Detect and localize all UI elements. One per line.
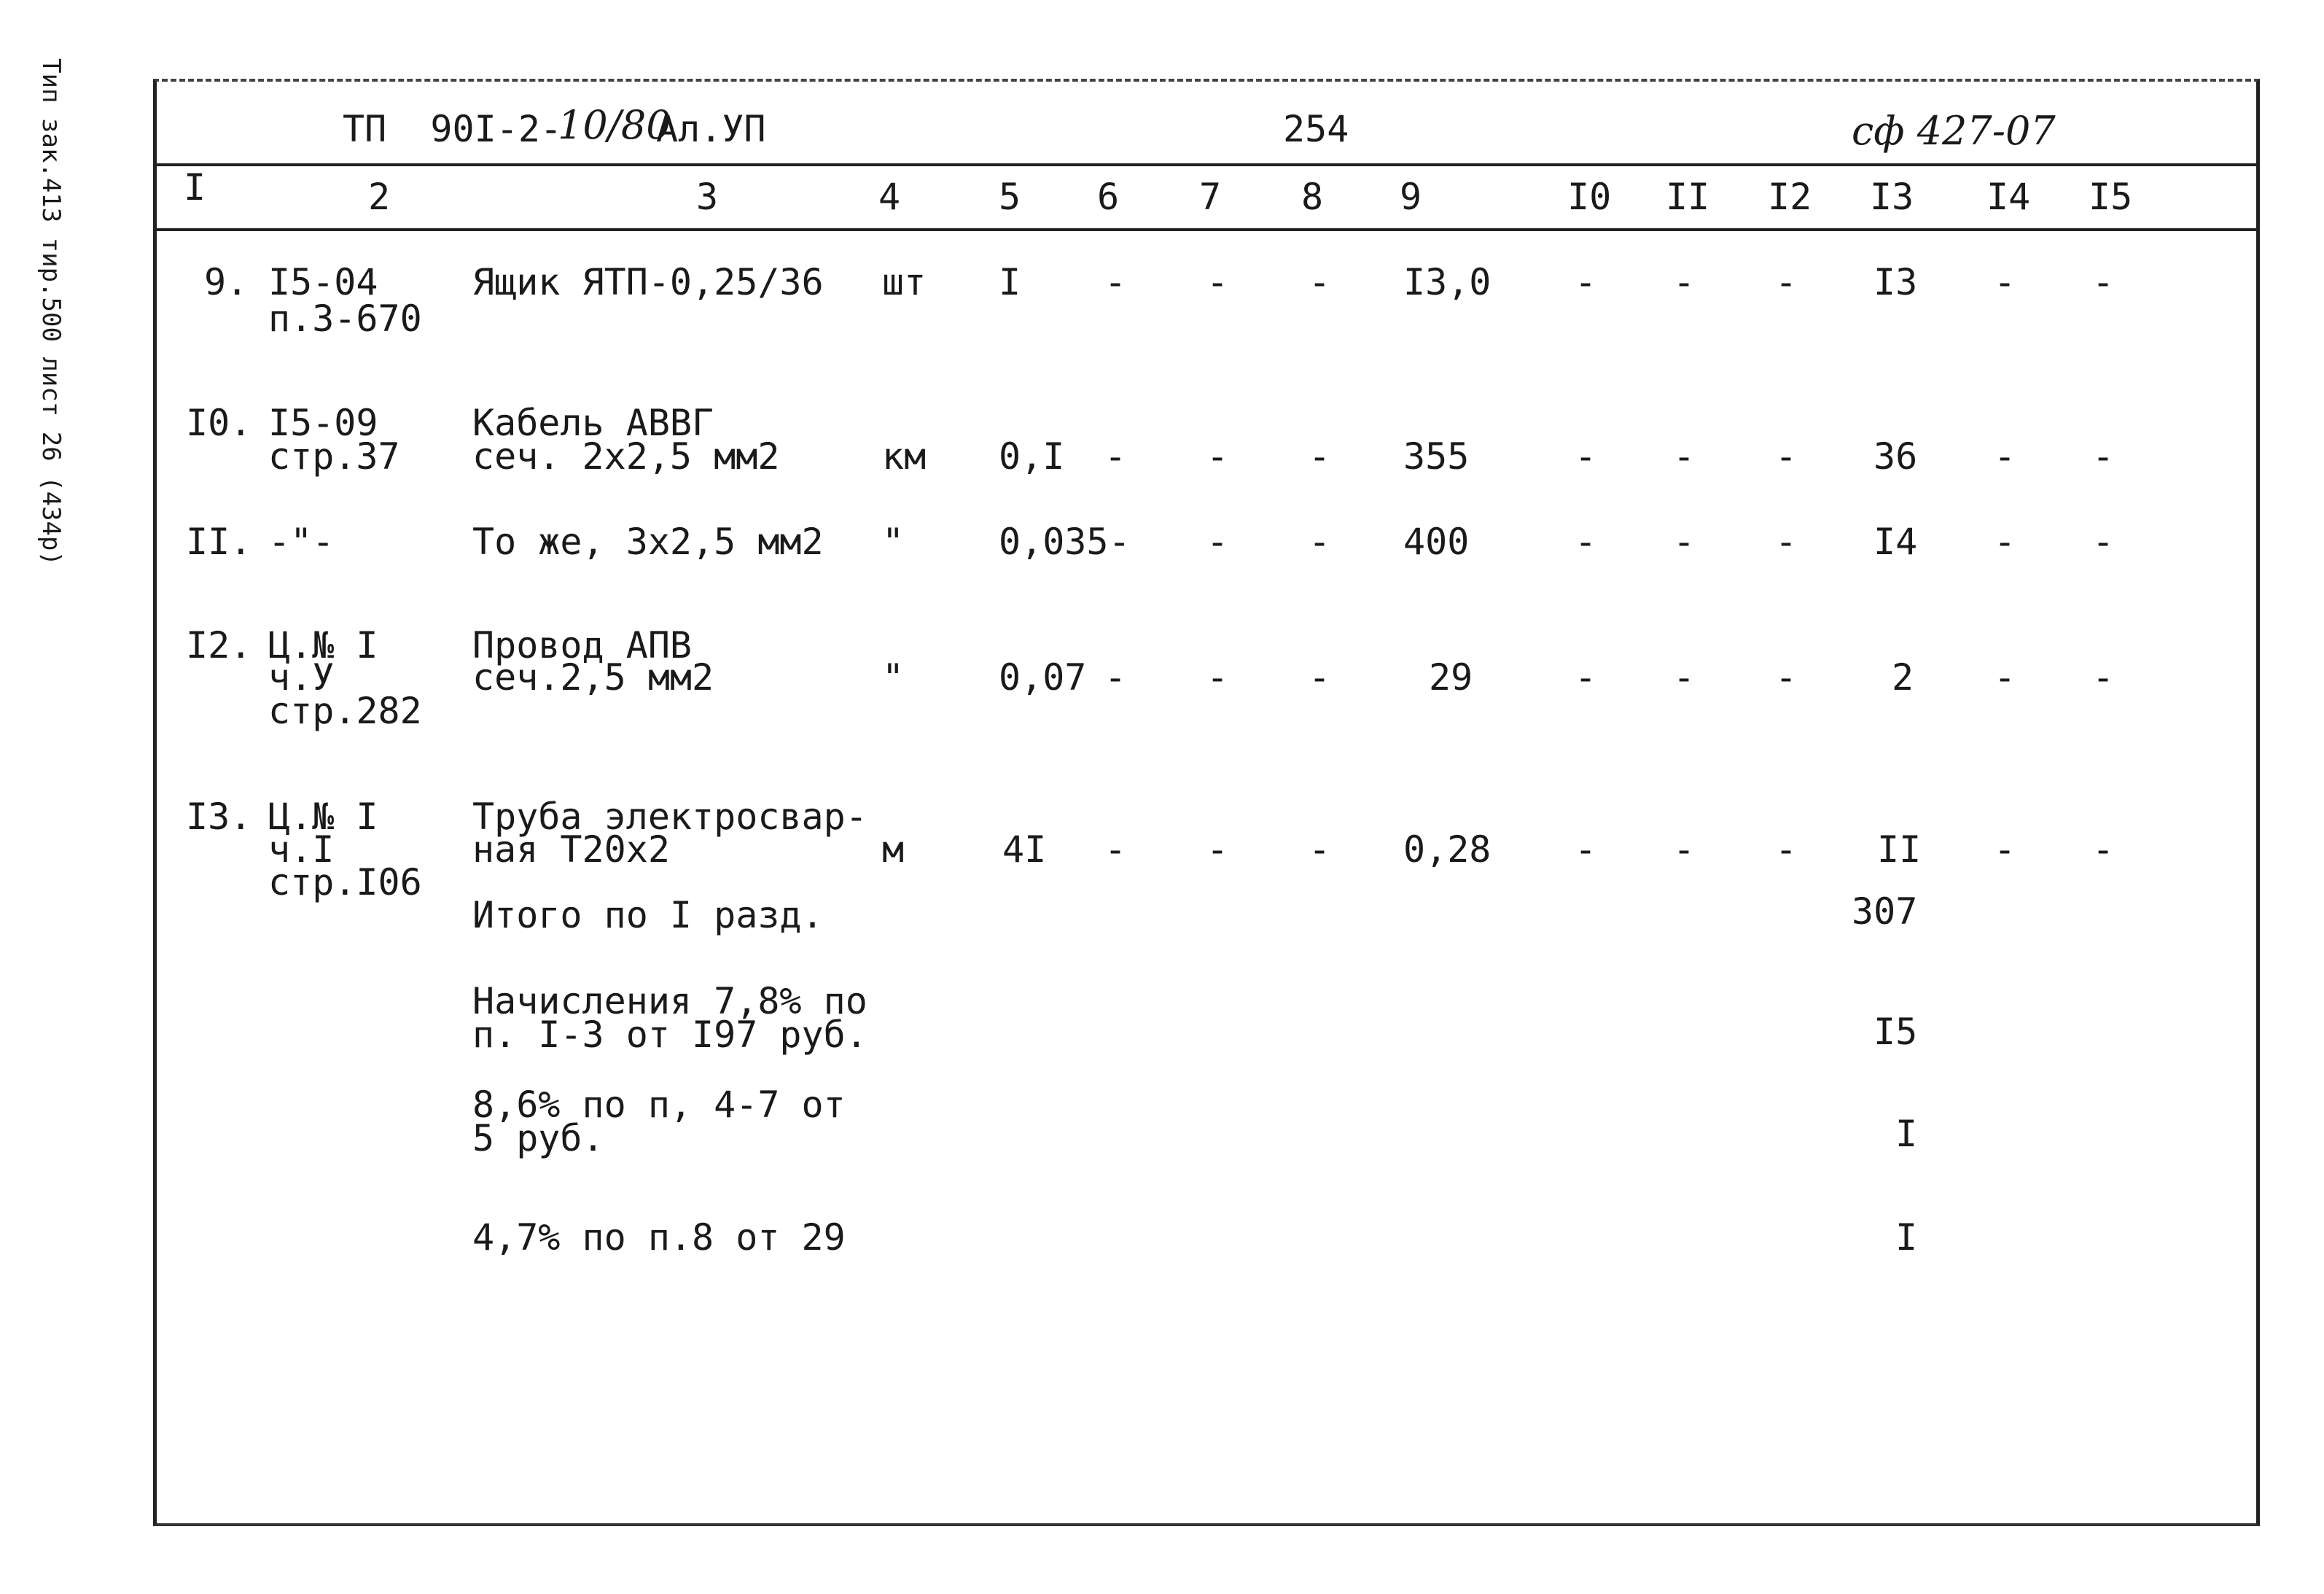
row-col12: - <box>1775 521 1798 563</box>
row-col10: - <box>1575 435 1597 478</box>
row-qty: 0,I <box>999 435 1065 478</box>
row-unit: шт <box>882 261 927 303</box>
summary-label: 8,6% по п, 4-7 от <box>472 1084 846 1126</box>
row-col7: - <box>1206 656 1229 699</box>
row-col14: - <box>1994 521 2016 563</box>
row-qty: 0,035- <box>999 521 1131 563</box>
row-number: I3. <box>186 796 252 838</box>
row-col11: - <box>1673 261 1696 303</box>
row-total: I4 <box>1873 521 1918 563</box>
row-ref: ч.У <box>268 656 335 699</box>
row-name: Провод АПВ <box>472 624 693 666</box>
row-col15: - <box>2092 656 2115 699</box>
row-col8: - <box>1309 656 1331 699</box>
row-name: Труба электросвар- <box>472 796 867 838</box>
row-col11: - <box>1673 521 1696 563</box>
row-qty: 4I <box>1002 828 1047 871</box>
summary-label: 4,7% по п.8 от 29 <box>472 1216 846 1259</box>
summary-value: I <box>1895 1113 1918 1155</box>
row-col11: - <box>1673 656 1696 699</box>
row-price: I3,0 <box>1403 261 1492 303</box>
row-ref: ч.I <box>268 828 335 871</box>
row-number: I0. <box>186 402 252 444</box>
row-col12: - <box>1775 435 1798 478</box>
row-name: сеч. 2х2,5 мм2 <box>472 435 780 478</box>
col-header-6: 6 <box>1097 176 1120 218</box>
row-col14: - <box>1994 435 2016 478</box>
col-header-13: I3 <box>1870 176 1914 218</box>
row-name: Ящик ЯТП-0,25/36 <box>472 261 824 303</box>
row-name: сеч.2,5 мм2 <box>472 656 714 699</box>
row-col14: - <box>1994 656 2016 699</box>
summary-label: Начисления 7,8% по <box>472 980 867 1022</box>
row-col7: - <box>1206 828 1229 871</box>
row-total: 2 <box>1892 656 1914 699</box>
col-header-11: II <box>1666 176 1710 218</box>
margin-note-text: Тип зак.413 тир.500 лист 26 (434р) <box>36 58 66 566</box>
row-col6: - <box>1104 656 1127 699</box>
page-number: 254 <box>1283 108 1349 150</box>
row-name: Кабель АВВГ <box>472 402 714 444</box>
col-header-9: 9 <box>1400 176 1422 218</box>
row-col8: - <box>1309 435 1331 478</box>
row-col7: - <box>1206 435 1229 478</box>
row-name: То же, 3х2,5 мм2 <box>472 521 824 563</box>
row-price: 0,28 <box>1403 828 1492 871</box>
header-divider <box>153 163 2260 166</box>
summary-label: п. I-3 от I97 руб. <box>472 1014 867 1056</box>
row-col8: - <box>1309 828 1331 871</box>
row-col10: - <box>1575 521 1597 563</box>
row-ref: Ц.№ I <box>268 796 378 838</box>
row-col15: - <box>2092 435 2115 478</box>
row-ref: п.3-670 <box>268 298 422 340</box>
row-unit: " <box>882 521 905 563</box>
col-header-10: I0 <box>1567 176 1612 218</box>
row-col7: - <box>1206 521 1229 563</box>
row-number: 9. <box>204 261 249 303</box>
col-header-4: 4 <box>878 176 901 218</box>
col-header-8: 8 <box>1301 176 1324 218</box>
row-name: ная Т20х2 <box>472 828 670 871</box>
row-col10: - <box>1575 261 1597 303</box>
summary-value: I <box>1895 1216 1918 1259</box>
row-col8: - <box>1309 261 1331 303</box>
summary-value: I5 <box>1873 1011 1918 1053</box>
row-total: II <box>1877 828 1922 871</box>
doc-code-suffix: Ал.УП <box>656 108 766 150</box>
col-header-12: I2 <box>1768 176 1812 218</box>
row-ref: стр.282 <box>268 690 422 732</box>
row-unit: " <box>882 656 905 699</box>
row-ref: I5-04 <box>268 261 378 303</box>
row-col8: - <box>1309 521 1331 563</box>
row-col11: - <box>1673 435 1696 478</box>
row-col14: - <box>1994 261 2016 303</box>
row-qty: 0,07 <box>999 656 1087 699</box>
row-price: 29 <box>1429 656 1473 699</box>
row-ref: стр.I06 <box>268 861 422 903</box>
row-col6: - <box>1104 828 1127 871</box>
summary-label: 5 руб. <box>472 1117 604 1159</box>
album-number: сф 427-07 <box>1852 108 2056 154</box>
row-col15: - <box>2092 521 2115 563</box>
row-col12: - <box>1775 828 1798 871</box>
row-col12: - <box>1775 261 1798 303</box>
col-header-14: I4 <box>1986 176 2031 218</box>
column-header-divider <box>153 228 2260 231</box>
doc-code: ТП 90I-2- <box>343 108 563 150</box>
row-number: I2. <box>186 624 252 666</box>
row-qty: I <box>999 261 1021 303</box>
row-unit: км <box>882 435 927 478</box>
row-col10: - <box>1575 828 1597 871</box>
row-total: I3 <box>1873 261 1918 303</box>
row-col14: - <box>1994 828 2016 871</box>
col-header-3: 3 <box>696 176 719 218</box>
summary-label: Итого по I разд. <box>472 894 824 936</box>
row-ref: стр.37 <box>268 435 400 478</box>
row-ref: Ц.№ I <box>268 624 378 666</box>
row-price: 400 <box>1403 521 1470 563</box>
col-header-1: I <box>184 166 206 209</box>
row-col15: - <box>2092 261 2115 303</box>
row-col7: - <box>1206 261 1229 303</box>
col-header-2: 2 <box>368 176 391 218</box>
row-col12: - <box>1775 656 1798 699</box>
row-unit: м <box>882 828 905 871</box>
col-header-15: I5 <box>2089 176 2133 218</box>
row-col11: - <box>1673 828 1696 871</box>
row-col6: - <box>1104 435 1127 478</box>
row-col10: - <box>1575 656 1597 699</box>
row-col15: - <box>2092 828 2115 871</box>
row-number: II. <box>186 521 252 563</box>
col-header-5: 5 <box>999 176 1021 218</box>
margin-note <box>7 58 109 613</box>
col-header-7: 7 <box>1199 176 1222 218</box>
row-price: 355 <box>1403 435 1470 478</box>
row-ref: -"- <box>268 521 335 563</box>
row-ref: I5-09 <box>268 402 378 444</box>
row-total: 36 <box>1873 435 1918 478</box>
summary-value: 307 <box>1852 890 1918 933</box>
doc-code-handwritten: 10/80 <box>558 102 671 148</box>
row-col6: - <box>1104 261 1127 303</box>
